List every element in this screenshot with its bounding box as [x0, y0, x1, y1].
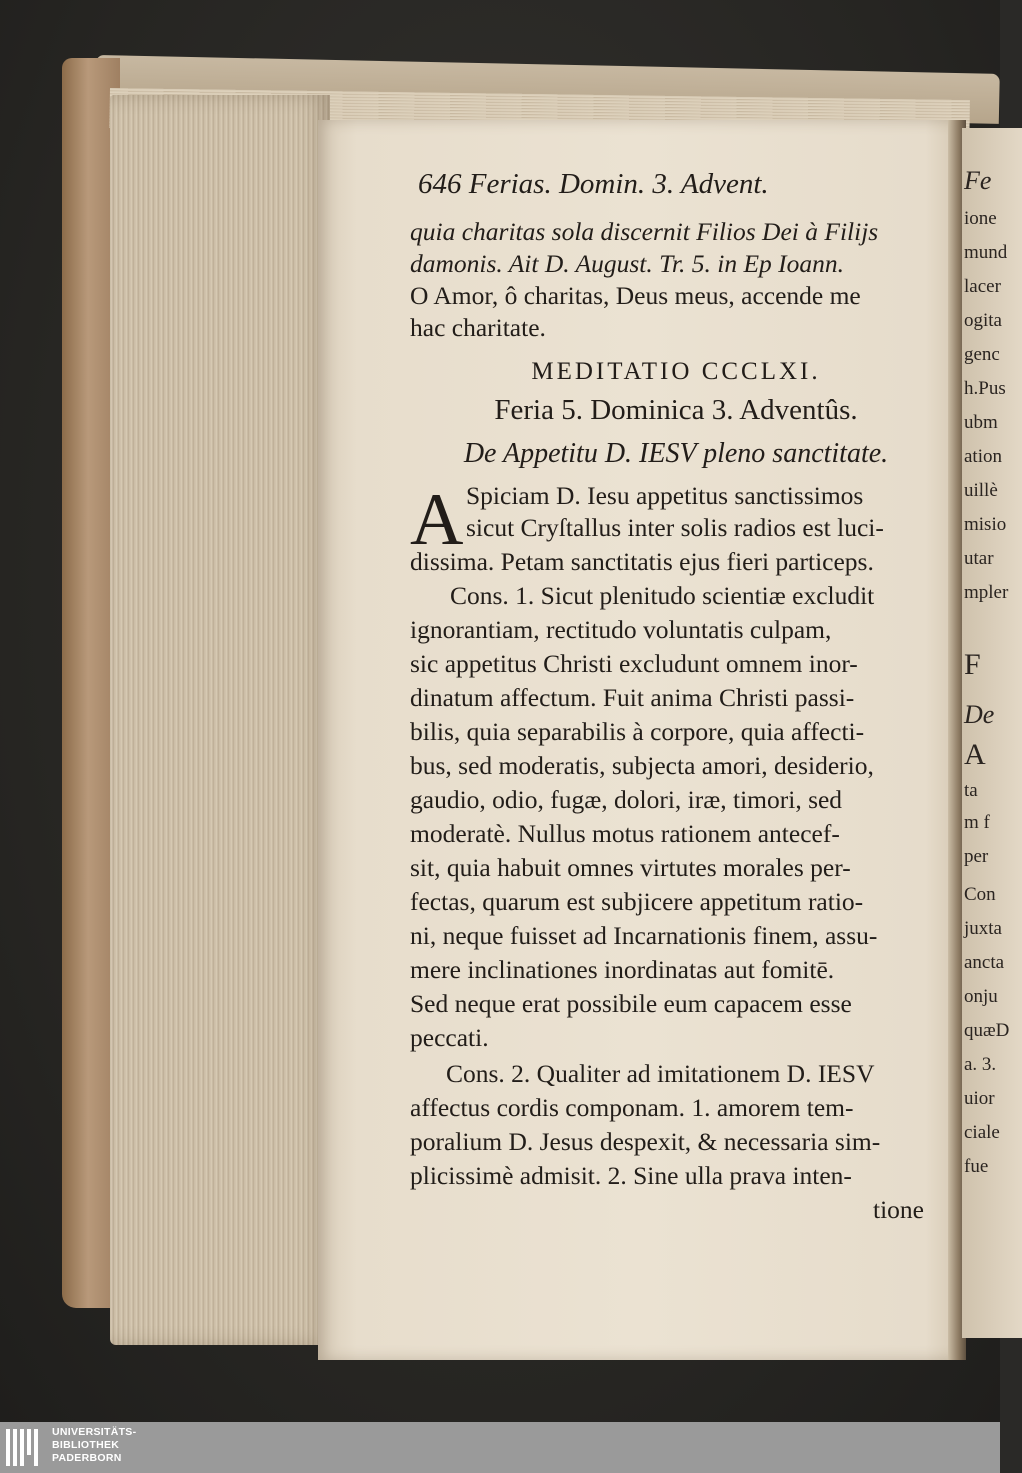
drop-cap: A [410, 479, 464, 561]
text-line: ignorantiam, rectitudo voluntatis culpam, [410, 615, 832, 644]
text-line: moderatè. Nullus motus rationem antecef- [410, 819, 840, 848]
facing-fragment: ation [964, 446, 1002, 467]
text-line: quia charitas sola discernit Filios Dei à Filijs [410, 217, 879, 246]
facing-fragment: ciale [964, 1122, 1000, 1143]
facing-fragment: ta [964, 780, 978, 801]
facing-fragment: uior [964, 1088, 995, 1109]
facing-fragment: ione [964, 208, 997, 229]
text-line: Sed neque erat possibile eum capacem esse [410, 989, 852, 1018]
text-line: sic appetitus Christi excludunt omnem inor- [410, 649, 858, 678]
facing-page [962, 128, 1022, 1338]
meditation-number: MEDITATIO CCCLXI. [531, 358, 821, 385]
facing-fragment: ogita [964, 310, 1002, 331]
text-line: hac charitate. [410, 313, 546, 342]
facing-fragment: lacer [964, 276, 1001, 297]
facing-fragment: ubm [964, 412, 998, 433]
catchword: tione [873, 1195, 924, 1224]
facing-fragment: a. 3. [964, 1054, 997, 1075]
text-line: Spiciam D. Iesu appetitus sanctissimos [466, 481, 864, 510]
page-edges-left [110, 95, 330, 1345]
text-line: O Amor, ô charitas, Deus meus, accende me [410, 281, 861, 310]
facing-fragment: genc [964, 344, 1000, 365]
facing-fragment: misio [964, 514, 1007, 535]
text-line: bus, sed moderatis, subjecta amori, desiderio, [410, 751, 874, 780]
text-line: dissima. Petam sanctitatis ejus fieri particeps. [410, 547, 874, 576]
facing-fragment: ancta [964, 952, 1005, 973]
text-line: mere inclinationes inordinatas aut fomitē. [410, 955, 835, 984]
facing-fragment: m f [964, 812, 990, 833]
facing-fragment: mpler [964, 582, 1009, 603]
facing-fragment: Con [964, 884, 996, 905]
facing-fragment: utar [964, 548, 994, 569]
library-footer [0, 1422, 1000, 1473]
text-line: bilis, quia separabilis à corpore, quia affecti- [410, 717, 865, 746]
facing-fragment: uillè [964, 480, 998, 501]
facing-fragment: h.Pus [964, 378, 1006, 399]
facing-fragment: mund [964, 242, 1008, 263]
facing-fragment: fue [964, 1156, 989, 1177]
facing-fragment: onju [964, 986, 998, 1007]
text-line: gaudio, odio, fugæ, dolori, iræ, timori, sed [410, 785, 843, 814]
facing-fragment: per [964, 846, 989, 867]
facing-fragment: A [964, 738, 986, 771]
facing-fragment: juxta [964, 918, 1002, 939]
text-line: poralium D. Jesus despexit, & necessaria sim- [410, 1127, 881, 1156]
text-line: Cons. 1. Sicut plenitudo scientiæ excludit [450, 581, 875, 610]
library-line: UNIVERSITÄTS- [52, 1426, 137, 1438]
library-line: BIBLIOTHEK [52, 1439, 120, 1451]
text-line: ni, neque fuisset ad Incarnationis finem, assu- [410, 921, 878, 950]
section-title: Feria 5. Dominica 3. Adventûs. [494, 394, 858, 426]
text-line: sit, quia habuit omnes virtutes morales per- [410, 853, 851, 882]
text-line: peccati. [410, 1023, 489, 1052]
text-line: dinatum affectum. Fuit anima Christi passi- [410, 683, 855, 712]
facing-fragment: De [964, 700, 995, 729]
text-line: damonis. Ait D. August. Tr. 5. in Ep Ioann. [410, 249, 845, 278]
facing-fragment: quæD [964, 1020, 1010, 1041]
text-line: Cons. 2. Qualiter ad imitationem D. IESV [446, 1059, 875, 1088]
facing-fragment: Fe [964, 166, 992, 195]
library-line: PADERBORN [52, 1452, 122, 1464]
library-name [52, 1426, 136, 1465]
section-subtitle: De Appetitu D. IESV pleno sanctitate. [463, 438, 889, 469]
running-head: 646 Ferias. Domin. 3. Advent. [418, 168, 769, 200]
facing-fragment: F [964, 648, 981, 681]
library-logo-icon [6, 1429, 44, 1466]
text-line: plicissimè admisit. 2. Sine ulla prava inten- [410, 1161, 852, 1190]
text-line: fectas, quarum est subjicere appetitum ratio- [410, 887, 864, 916]
text-line: sicut Cryſtallus inter solis radios est luci- [466, 513, 884, 542]
text-line: affectus cordis componam. 1. amorem tem- [410, 1093, 854, 1122]
